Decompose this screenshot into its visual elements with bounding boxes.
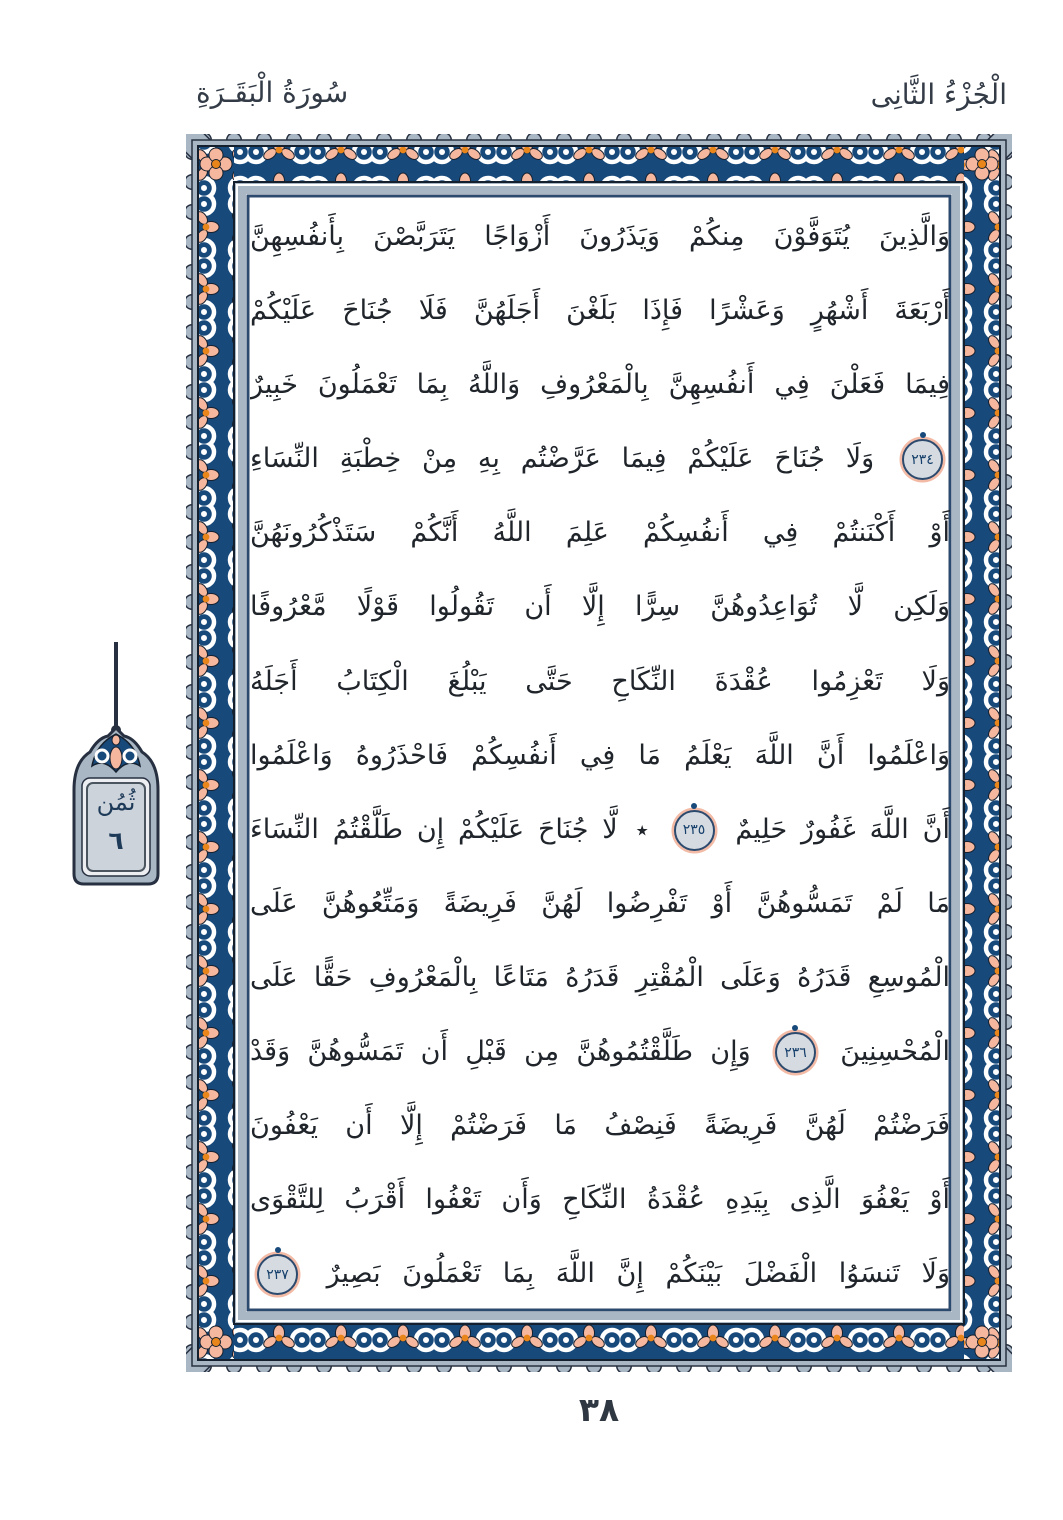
page-number: ٣٨ [578, 1390, 620, 1429]
ayah-text: أَوْ أَكْنَنتُمْ فِي أَنفُسِكُمْ عَلِمَ اللَّهُ أَنَّكُمْ سَتَذْكُرُونَهُنَّ [250, 517, 950, 549]
ayah-text: لَّا جُنَاحَ عَلَيْكُمْ إِن طَلَّقْتُمُ النِّسَاءَ [250, 813, 618, 845]
quran-line [250, 1163, 950, 1237]
rub-el-hizb-icon: ٭ [635, 816, 649, 845]
quran-line [250, 867, 950, 941]
quran-line [250, 793, 950, 867]
ayah-text: الْمُوسِعِ قَدَرُهُ وَعَلَى الْمُقْتِرِ قَدَرُهُ مَتَاعًا بِالْمَعْرُوفِ حَقًّا عَلَى [250, 961, 950, 993]
ayah-text: وَاعْلَمُوا أَنَّ اللَّهَ يَعْلَمُ مَا فِي أَنفُسِكُمْ فَاحْذَرُوهُ وَاعْلَمُوا [250, 739, 950, 771]
surah-title: سُورَةُ الْبَقَـرَةِ [196, 76, 349, 109]
ayah-text: وَالَّذِينَ يُتَوَفَّوْنَ مِنكُمْ وَيَذَرُونَ أَزْوَاجًا يَتَرَبَّصْنَ بِأَنفُسِهِنَّ [250, 221, 950, 252]
ayah-text: أَرْبَعَةَ أَشْهُرٍ وَعَشْرًا فَإِذَا بَلَغْنَ أَجَلَهُنَّ فَلَا جُنَاحَ عَلَيْكُمْ [250, 295, 950, 327]
verse-number-medallion: ٢٣٤ [902, 439, 943, 480]
quran-line [250, 941, 950, 1015]
ayah-text: مَا لَمْ تَمَسُّوهُنَّ أَوْ تَفْرِضُوا لَهُنَّ فَرِيضَةً وَمَتِّعُوهُنَّ عَلَى [250, 887, 950, 919]
thumn-marker [64, 640, 168, 890]
ayah-text: وَلَا تَنسَوُا الْفَضْلَ بَيْنَكُمْ إِنَّ اللَّهَ بِمَا تَعْمَلُونَ بَصِيرٌ [326, 1258, 950, 1290]
quran-line [250, 1089, 950, 1163]
quran-line [250, 570, 950, 644]
ayah-text: أَوْ يَعْفُوَ الَّذِى بِيَدِهِ عُقْدَةُ النِّكَاحِ وَأَن تَعْفُوا أَقْرَبُ لِلتَّقْوَى [250, 1184, 950, 1216]
ayah-text: الْمُحْسِنِينَ [840, 1036, 950, 1068]
quran-line [250, 1015, 950, 1089]
ayah-text: وَلَكِن لَّا تُوَاعِدُوهُنَّ سِرًّا إِلَّا أَن تَقُولُوا قَوْلًا مَّعْرُوفًا [250, 591, 950, 623]
quran-line [250, 1237, 950, 1311]
quran-line [250, 719, 950, 793]
ayah-text: فِيمَا فَعَلْنَ فِي أَنفُسِهِنَّ بِالْمَعْرُوفِ وَاللَّهُ بِمَا تَعْمَلُونَ خَبِيرٌ [250, 369, 950, 401]
verse-number-medallion: ٢٣٦ [775, 1032, 816, 1073]
quran-line [250, 348, 950, 422]
thumn-number: ٦ [108, 826, 124, 855]
quran-line [250, 645, 950, 719]
ayah-text: فَرَضْتُمْ لَهُنَّ فَرِيضَةً فَنِصْفُ مَا فَرَضْتُمْ إِلَّا أَن يَعْفُونَ [250, 1110, 950, 1142]
juz-title: الْجُزْءُ الثَّانِى [870, 78, 1007, 111]
ayah-text: وَإِن طَلَّقْتُمُوهُنَّ مِن قَبْلِ أَن تَمَسُّوهُنَّ وَقَدْ [250, 1036, 751, 1068]
verse-number-medallion: ٢٣٧ [257, 1254, 298, 1295]
ayah-text: وَلَا تَعْزِمُوا عُقْدَةَ النِّكَاحِ حَتَّى يَبْلُغَ الْكِتَابُ أَجَلَهُ [250, 665, 950, 697]
thumn-label: ثُمُن [96, 788, 136, 816]
verse-number-medallion: ٢٣٥ [674, 810, 715, 851]
ayah-text: وَلَا جُنَاحَ عَلَيْكُمْ فِيمَا عَرَّضْتُم بِهِ مِنْ خِطْبَةِ النِّسَاءِ [250, 443, 875, 475]
quran-line [250, 422, 950, 496]
quran-line [250, 274, 950, 348]
quran-line [250, 200, 950, 274]
ayah-text: أَنَّ اللَّهَ غَفُورٌ حَلِيمٌ [735, 813, 950, 845]
quran-text-area [250, 200, 950, 1312]
quran-line [250, 496, 950, 570]
